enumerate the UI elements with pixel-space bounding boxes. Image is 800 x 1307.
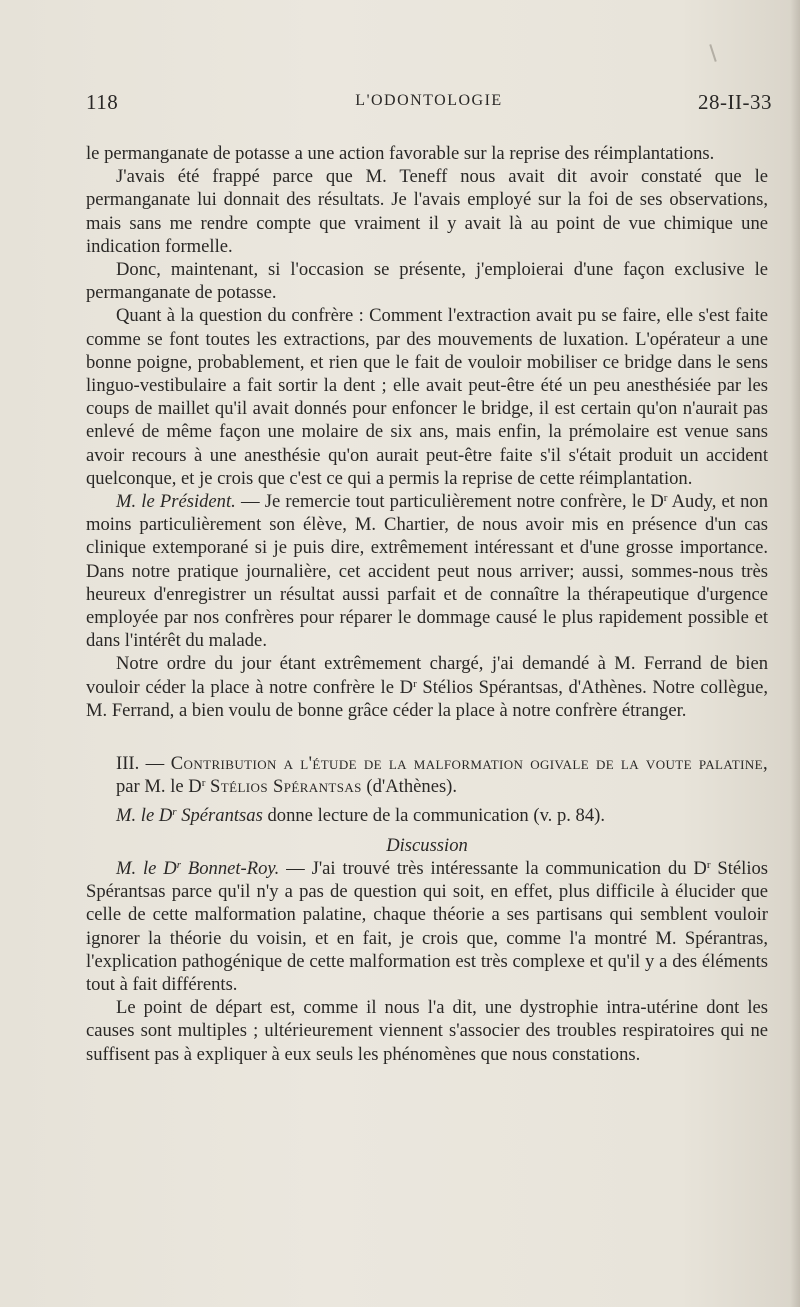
paragraph: J'avais été frappé parce que M. Teneff nous avait dit avoir constaté que le permanganate lui donnait des résultats. Je l'avais employé sur la foi de ses observations, mais sans me rendre compte que vraiment il y avait là au point de vue chimique une indication formelle.: [86, 166, 768, 257]
page-edge-shadow: [790, 0, 800, 1307]
reading-note: M. le $D^r$ Spérantsas donne lecture de la communication (v. p. 84).: [116, 805, 605, 827]
president-remarks: M. le Président. — Je remercie tout particulièrement notre confrère, le $D^r$ Audy, et non moins particulièrement son élève, M. Chartier, de nous avoir mis en présence d'un cas clinique extemporané si je puis dire, extrêmement intéressant et d'une grosse importance. Dans notre pratique journalière, cet accident peut nous arriver; aussi, sommes-nous très heureux d'enregistrer un résultat aussi parfait et de connaître la thérapeutique d'urgence employée par nos confrères pour réparer le dommage causé le plus rapidement possible et dans l'intérêt du malade.: [86, 491, 768, 652]
running-header: [86, 90, 772, 122]
paragraph: Quant à la question du confrère : Comment l'extraction avait pu se faire, elle s'est faite comme se font toutes les extractions, par des mouvements de luxation. L'opérateur a une bonne poigne, probablement, et rien que le fait de vouloir mobiliser ce bridge dans le sens linguo-vestibulaire a fait sortir la dent ; elle avait peut-être été un peu anesthésiée par les coups de maillet qu'il avait donnés pour enfoncer le bridge, il est certain qu'on n'aurait pas enlevé de même façon une molaire de six ans, mais enfin, la prémolaire est venue sans avoir recours à une anesthésie qu'on aurait peut-être faite s'il s'était produit un accident quelconque, et je crois que c'est ce qui a permis la reprise de cette réimplantation.: [86, 305, 768, 489]
paragraph: Donc, maintenant, si l'occasion se présente, j'emploierai d'une façon exclusive le permanganate de potasse.: [86, 259, 768, 304]
section-author: Stélios Spérantsas: [210, 776, 362, 798]
section-heading: III. — Contribution a l'étude de la malformation ogivale de la voute palatine, par M. le $D^r$ Stélios Spérantsas (d'Athènes).: [116, 753, 768, 798]
running-title: L'ODONTOLOGIE: [355, 92, 503, 109]
section-spacer: [86, 722, 768, 752]
main-text: [86, 142, 768, 1066]
discussion-paragraph: Le point de départ est, comme il nous l'a dit, une dystrophie intra-utérine dont les causes sont multiples ; ultérieurement viennent s'associer des troubles respiratoires qui ne suffisent pas à expliquer à eux seuls les phénomènes que nous constations.: [86, 997, 768, 1065]
pencil-mark: [709, 44, 716, 62]
paragraph: le permanganate de potasse a une action favorable sur la reprise des réimplantations.: [86, 143, 715, 164]
discussion-paragraph: M. le $D^r$ Bonnet-Roy. — J'ai trouvé très intéressante la communication du $D^r$ Stélios Spérantsas parce qu'il n'y a pas de question qui soit, en effet, plus difficile à élucider que celle de cette malformation palatine, chaque théorie a ses partisans qui semblent vouloir ignorer la théorie du voisin, et en fait, je crois que, comme l'a montré M. Spérantras, l'explication pathogénique de cette malformation est très complexe et qu'il y a des éléments tout à fait différents.: [86, 857, 769, 995]
page-number: 118: [86, 90, 119, 114]
speaker-name: M. le Président.: [116, 491, 236, 513]
discussion-heading: Discussion: [386, 834, 468, 856]
issue-date: 28-II-33: [698, 90, 772, 114]
paragraph: Notre ordre du jour étant extrêmement chargé, j'ai demandé à M. Ferrand de bien vouloir céder la place à notre confrère le $D^r$ Stélios Spérantsas, d'Athènes. Notre collègue, M. Ferrand, a bien voulu de bonne grâce céder la place à notre confrère étranger.: [86, 653, 768, 721]
section-title: Contribution a l'étude de la malformation ogivale de la voute palatine,: [170, 753, 768, 775]
